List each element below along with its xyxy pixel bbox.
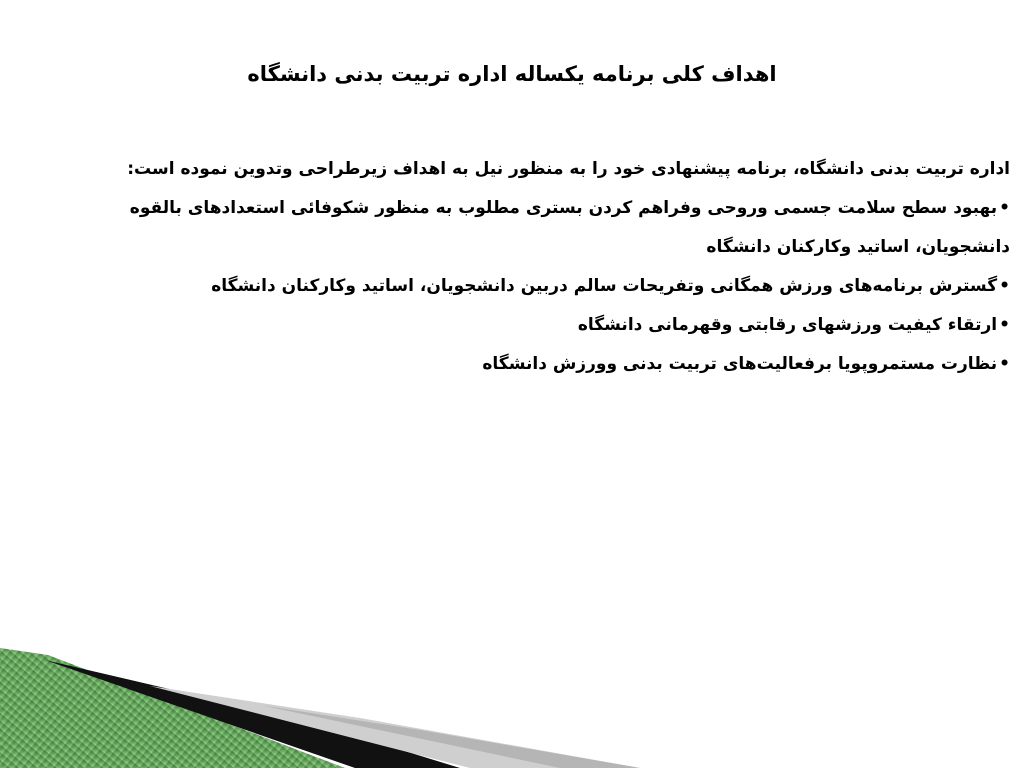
intro-paragraph: اداره تربیت بدنی دانشگاه، برنامه پیشنهادی خود را به منظور نیل به اهداف زیرطراحی وتدوین نموده است: (127, 159, 1010, 179)
green-wedge (0, 648, 345, 768)
bullet-icon: • (999, 354, 1010, 374)
goal-text-2: گسترش برنامه‌های ورزش همگانی وتفریحات سالم دربین دانشجویان، اساتید وکارکنان دانشگاه (211, 276, 998, 296)
light-band (150, 686, 640, 768)
bullet-icon: • (999, 198, 1010, 218)
goal-item-2 (30, 267, 1010, 306)
dark-band (45, 660, 460, 768)
goal-item-3 (30, 306, 1010, 345)
goals-list (30, 189, 1010, 384)
goal-item-4 (30, 345, 1010, 384)
bullet-icon: • (999, 276, 1010, 296)
light-band-shade (260, 705, 640, 768)
slide-title: اهداف کلی برنامه یکساله اداره تربیت بدنی دانشگاه (247, 62, 777, 86)
slide-body (30, 150, 1010, 384)
goal-text-3: ارتقاء کیفیت ورزشهای رقابتی وقهرمانی دانشگاه (577, 315, 998, 335)
goal-text-4: نظارت مستمروپویا برفعالیت‌های تربیت بدنی وورزش دانشگاه (482, 354, 998, 374)
goal-text-1: بهبود سطح سلامت جسمی وروحی وفراهم کردن بستری مطلوب به منظور شکوفائی استعدادهای بالقوه دانشجویان، اساتید وکارکنان دانشگاه (129, 198, 1010, 257)
bullet-icon: • (999, 315, 1010, 335)
goal-item-1 (30, 189, 1010, 267)
